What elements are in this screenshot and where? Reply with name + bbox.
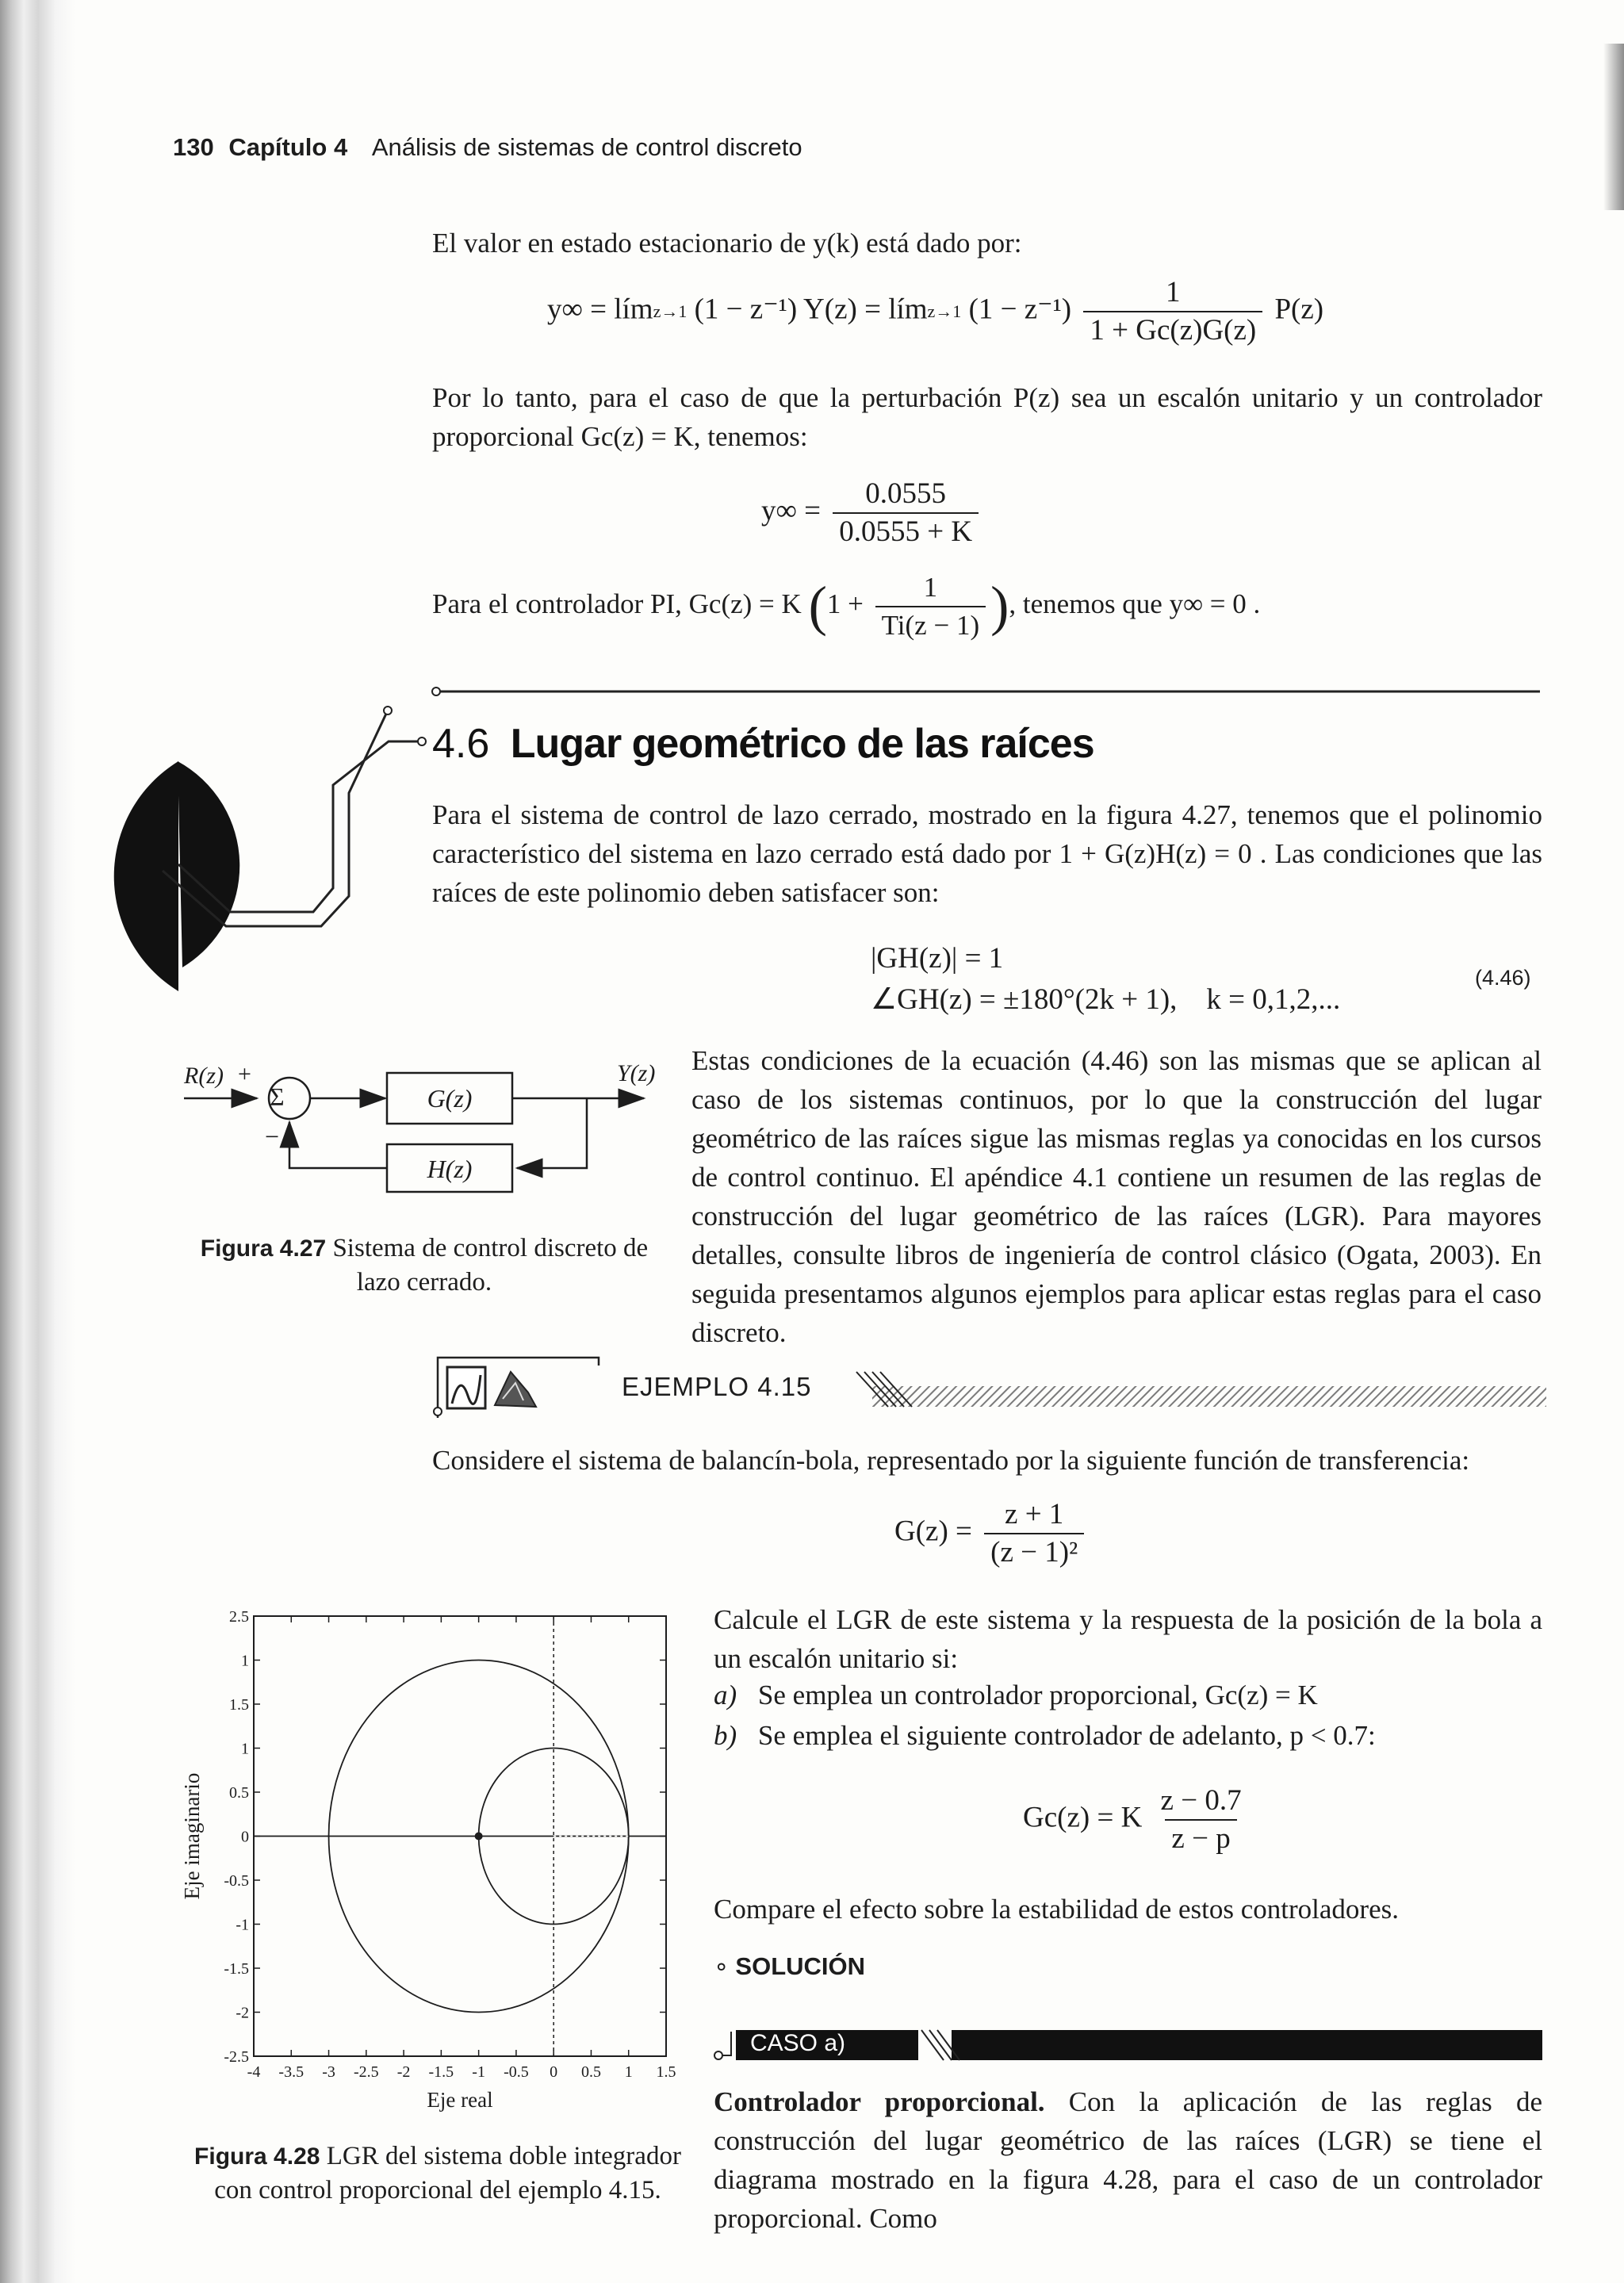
y-tick-label: -2 bbox=[236, 2004, 249, 2022]
option-a-label: a) bbox=[714, 1680, 737, 1710]
steady-state-k-equation bbox=[761, 476, 983, 550]
gc-den: z − p bbox=[1165, 1819, 1236, 1857]
x-tick-label: -0.5 bbox=[504, 2063, 529, 2081]
eq-tail: P(z) bbox=[1274, 293, 1324, 326]
pi-one: 1 + bbox=[826, 588, 864, 620]
y-tick-label: 1 bbox=[241, 1740, 249, 1758]
y-tick-label: 1 bbox=[241, 1652, 249, 1670]
option-b-label: b) bbox=[714, 1720, 737, 1751]
chapter-title: Análisis de sistemas de control discreto bbox=[371, 133, 802, 161]
section-paragraph-1: Para el sistema de control de lazo cerrado, mostrado en la figura 4.27, tenemos que el polinomio característico del sistema en lazo cerrado está dado por 1 + G(z)H(z) = 0 . Las condiciones que las raíces de este polinomio deben satisfacer son: bbox=[432, 799, 1542, 908]
eq-part2: (1 − z⁻¹) bbox=[968, 293, 1072, 326]
page-binding-shadow bbox=[0, 0, 75, 2283]
section-number: 4.6 bbox=[432, 721, 490, 767]
example-task: Calcule el LGR de este sistema y la respuesta de la posición de la bola a un escalón unitario si: bbox=[714, 1604, 1542, 1674]
section-paragraph-2: Estas condiciones de la ecuación (4.46) son las mismas que se aplican al caso de los sistemas continuos, por lo que la construcción del lugar geométrico de las raíces sigue las mismas reglas ya conocidas en los cursos de control continuo. El apéndice 4.1 contiene un resumen de las reglas de construcción del lugar geométrico de las raíces (LGR). Para mayores detalles, consulte libros de ingeniería de control clásico (Ogata, 2003). En seguida presentamos algunos ejemplos para aplicar estas reglas para el caso discreto. bbox=[691, 1045, 1542, 1348]
output-label: Y(z) bbox=[617, 1060, 656, 1086]
y-tick-label: -1.5 bbox=[224, 1960, 249, 1978]
eq-lhs: y∞ = lím bbox=[547, 293, 653, 326]
x-tick-label: -2 bbox=[396, 2063, 411, 2081]
eq2-den: 0.0555 + K bbox=[833, 512, 979, 550]
pi-text-start: Para el controlador PI, Gc(z) = K bbox=[432, 588, 802, 620]
x-axis-label: Eje real bbox=[427, 2088, 493, 2112]
gc-lhs: Gc(z) = K bbox=[1023, 1801, 1143, 1834]
angle-condition: ∠GH(z) = ±180°(2k + 1), k = 0,1,2,... bbox=[871, 983, 1341, 1016]
figure-4-27-label: Figura 4.27 bbox=[200, 1235, 327, 1262]
eq-frac-num: 1 bbox=[1166, 276, 1181, 308]
pi-den: Ti(z − 1) bbox=[875, 606, 986, 644]
y-tick-label: 0 bbox=[241, 1828, 249, 1846]
section-rule-dot bbox=[432, 688, 440, 695]
x-tick-label: 1.5 bbox=[656, 2063, 676, 2081]
example-intro: Considere el sistema de balancín-bola, representado por la siguiente función de transferencia: bbox=[432, 1445, 1470, 1476]
section-heading bbox=[432, 720, 1094, 768]
x-tick-label: -3 bbox=[322, 2063, 335, 2081]
figure-4-27-text: Sistema de control discreto de lazo cerrado. bbox=[332, 1234, 649, 1297]
example-banner bbox=[428, 1348, 1546, 1427]
eq-lim-sub-2: z→1 bbox=[927, 301, 962, 321]
section-title: Lugar geométrico de las raíces bbox=[510, 721, 1094, 767]
y-tick-label: -2.5 bbox=[224, 2048, 249, 2066]
figure-4-28-text: LGR del sistema doble integrador con control proporcional del ejemplo 4.15. bbox=[214, 2142, 681, 2204]
case-bar bbox=[952, 2030, 1542, 2060]
solution-heading: ∘ SOLUCIÓN bbox=[714, 1952, 866, 1980]
gz-den: (z − 1)² bbox=[984, 1533, 1084, 1571]
y-tick-label: 2.5 bbox=[229, 1608, 249, 1626]
solution-label: SOLUCIÓN bbox=[735, 1952, 866, 1980]
plus-sign: + bbox=[238, 1061, 251, 1087]
y-tick-label: -0.5 bbox=[224, 1872, 249, 1890]
x-tick-label: 0.5 bbox=[580, 2063, 601, 2081]
case-bold: Controlador proporcional. bbox=[714, 2086, 1045, 2117]
plant-transfer-function bbox=[894, 1496, 1089, 1571]
sigma-symbol: Σ bbox=[270, 1082, 285, 1111]
option-a bbox=[714, 1676, 1542, 1714]
equation-number: (4.46) bbox=[1475, 966, 1531, 990]
pi-text-end: , tenemos que y∞ = 0 . bbox=[1009, 588, 1261, 620]
eq2-lhs: y∞ = bbox=[761, 494, 821, 527]
minus-sign: − bbox=[265, 1122, 280, 1151]
g-block-label: G(z) bbox=[427, 1084, 473, 1113]
lead-controller-equation bbox=[1023, 1783, 1253, 1857]
x-tick-label: -4 bbox=[247, 2063, 261, 2081]
case-paragraph bbox=[714, 2082, 1542, 2238]
case-text: Con la aplicación de las reglas de construcción del lugar geométrico de las raíces (LGR) se tiene el diagrama mostrado en la figura 4.28, para el caso de un controlador proporcional. Como bbox=[714, 2086, 1542, 2234]
gc-num: z − 0.7 bbox=[1160, 1784, 1242, 1817]
figure-4-28-caption bbox=[184, 2139, 691, 2207]
eq-lim-sub: z→1 bbox=[653, 301, 688, 321]
chapter-label: Capítulo 4 bbox=[228, 133, 348, 161]
gz-lhs: G(z) = bbox=[894, 1515, 972, 1548]
gz-num: z + 1 bbox=[1005, 1498, 1064, 1530]
zero-marker bbox=[475, 1833, 483, 1841]
option-b bbox=[714, 1716, 1542, 1755]
h-block-label: H(z) bbox=[427, 1155, 473, 1183]
pi-num: 1 bbox=[923, 572, 938, 603]
y-tick-label: 1.5 bbox=[229, 1696, 249, 1714]
option-a-text: Se emplea un controlador proporcional, Gc(z) = K bbox=[757, 1680, 1318, 1710]
pi-controller-line: Para el controlador PI, Gc(z) = K (1 + $\frac{1}{Ti(z - 1)}$ ), tenemos que y∞ = 0 . bbox=[432, 569, 1260, 644]
x-tick-label: 1 bbox=[624, 2063, 633, 2081]
input-label: R(z) bbox=[184, 1063, 224, 1089]
steady-state-equation bbox=[547, 274, 1323, 349]
x-tick-label: -1.5 bbox=[428, 2063, 454, 2081]
y-axis-label: Eje imaginario bbox=[180, 1772, 204, 1900]
trace-dot-1 bbox=[418, 737, 426, 745]
case-label: CASO a) bbox=[750, 2030, 846, 2056]
y-tick-label: -1 bbox=[236, 1916, 249, 1934]
feedback-to-sum-arrow bbox=[289, 1122, 387, 1168]
figure-4-28-plot bbox=[178, 1602, 694, 2117]
x-tick-label: -1 bbox=[472, 2063, 485, 2081]
x-tick-label: -2.5 bbox=[353, 2063, 379, 2081]
page-number: 130 bbox=[173, 133, 214, 161]
x-tick-label: 0 bbox=[550, 2063, 558, 2081]
compare-text: Compare el efecto sobre la estabilidad de estos controladores. bbox=[714, 1894, 1399, 1925]
figure-4-28-label: Figura 4.28 bbox=[194, 2143, 320, 2170]
y-tick-label: 0.5 bbox=[229, 1784, 249, 1802]
eq-part1: (1 − z⁻¹) Y(z) = lím bbox=[694, 293, 928, 326]
magnitude-condition: |GH(z)| = 1 bbox=[871, 942, 1004, 975]
example-title: EJEMPLO 4.15 bbox=[622, 1372, 812, 1401]
eq2-num: 0.0555 bbox=[865, 477, 947, 510]
perturbation-text: Por lo tanto, para el caso de que la perturbación P(z) sea un escalón unitario y un controlador proporcional Gc(z) = K, tenemos: bbox=[432, 382, 1542, 452]
steady-state-text: El valor en estado estacionario de y(k) está dado por: bbox=[432, 228, 1022, 259]
section-half-disc-core bbox=[178, 761, 239, 967]
eq-frac-den: 1 + Gc(z)G(z) bbox=[1083, 311, 1262, 349]
option-b-text: Se emplea el siguiente controlador de adelanto, p < 0.7: bbox=[757, 1720, 1376, 1751]
matlab-icon bbox=[495, 1372, 536, 1407]
feedback-arrow bbox=[517, 1098, 587, 1168]
running-header bbox=[173, 133, 802, 162]
trace-dot-2 bbox=[384, 707, 392, 714]
page-edge-shadow bbox=[1603, 44, 1624, 210]
x-tick-label: -3.5 bbox=[278, 2063, 304, 2081]
banner-hatch bbox=[872, 1386, 1546, 1407]
figure-4-27-caption bbox=[190, 1232, 658, 1299]
root-locus-conditions bbox=[871, 938, 1340, 1021]
